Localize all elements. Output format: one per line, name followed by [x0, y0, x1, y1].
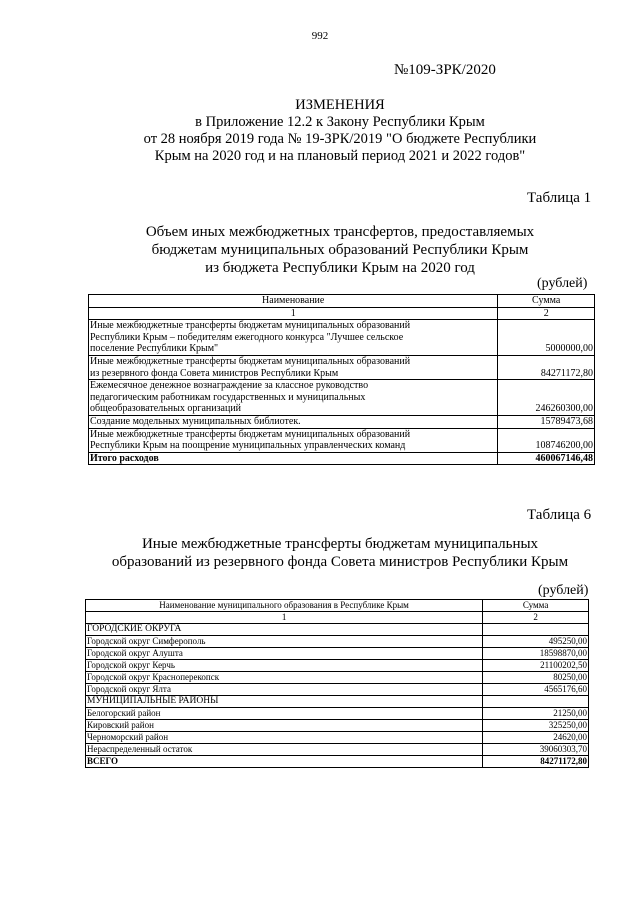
group-row — [86, 624, 589, 636]
table-row — [86, 672, 589, 684]
table6-title-line: Иные межбюджетные трансферты бюджетам муниципальных — [141, 536, 539, 552]
heading-title: ИЗМЕНЕНИЯ — [295, 97, 385, 113]
column-number-cell: 1 — [89, 307, 498, 320]
table6-title-line: образований из резервного фонда Совета министров Республики Крым — [111, 554, 569, 570]
table-row — [86, 708, 589, 720]
sum-cell — [483, 624, 589, 636]
table1-label: Таблица 1 — [527, 190, 592, 206]
name-cell: Городской округ Симферополь — [86, 636, 483, 648]
group-row — [86, 696, 589, 708]
table1-title — [100, 223, 580, 277]
name-cell — [89, 355, 498, 379]
cell-line: общеобразовательных организаций — [90, 403, 242, 415]
total-row — [86, 756, 589, 768]
table6-unit: (рублей) — [538, 583, 589, 598]
table1-title-line: Объем иных межбюджетных трансфертов, предоставляемых — [145, 224, 535, 240]
total-row — [89, 452, 595, 465]
table6-label: Таблица 6 — [527, 507, 592, 523]
group-name-cell: МУНИЦИПАЛЬНЫЕ РАЙОНЫ — [86, 696, 483, 708]
table-row — [89, 415, 595, 428]
cell-line: Иные межбюджетные трансферты бюджетам муниципальных образований — [90, 320, 411, 332]
sum-cell: 21100202,50 — [483, 660, 589, 672]
table-row — [89, 380, 595, 416]
sum-cell: 24620,00 — [483, 732, 589, 744]
sum-cell: 80250,00 — [483, 672, 589, 684]
cell-line: Иные межбюджетные трансферты бюджетам муниципальных образований — [90, 428, 411, 440]
table-row — [86, 720, 589, 732]
table-row — [86, 636, 589, 648]
total-sum: 460067146,48 — [498, 452, 595, 465]
cell-line: Республики Крым на поощрение муниципальных управленческих команд — [90, 440, 406, 452]
sum-cell: 246260300,00 — [498, 380, 595, 416]
sum-cell: 4565176,60 — [483, 684, 589, 696]
heading-line: в Приложение 12.2 к Закону Республики Крым — [195, 114, 485, 130]
sum-cell: 84271172,80 — [498, 355, 595, 379]
header-cell: Наименование муниципального образования в Республике Крым — [86, 600, 483, 612]
name-cell — [89, 415, 498, 428]
name-cell: Белогорский район — [86, 708, 483, 720]
column-number-row — [89, 307, 595, 320]
sum-cell: 15789473,68 — [498, 415, 595, 428]
cell-line: Иные межбюджетные трансферты бюджетам муниципальных образований — [90, 355, 411, 367]
table-row — [89, 320, 595, 356]
table-row — [89, 428, 595, 452]
name-cell: Городской округ Алушта — [86, 648, 483, 660]
column-number-row — [86, 612, 589, 624]
table-header-row — [86, 600, 589, 612]
sum-cell: 18598870,00 — [483, 648, 589, 660]
table-row — [89, 355, 595, 379]
heading-line: Крым на 2020 год и на плановый период 2021 и 2022 годов" — [154, 148, 526, 164]
page-number: 992 — [311, 30, 329, 42]
name-cell: Городской округ Ялта — [86, 684, 483, 696]
table6 — [85, 599, 589, 768]
table1-title-line: из бюджета Республики Крым на 2020 год — [205, 260, 475, 276]
table-row — [86, 744, 589, 756]
cell-line: поселение Республики Крым" — [90, 343, 219, 355]
table-header-row — [89, 295, 595, 308]
sum-cell: 325250,00 — [483, 720, 589, 732]
cell-line: Ежемесячное денежное вознаграждение за классное руководство — [90, 380, 369, 392]
table1 — [88, 294, 595, 465]
sum-cell: 108746200,00 — [498, 428, 595, 452]
column-number-cell: 2 — [483, 612, 589, 624]
name-cell — [89, 428, 498, 452]
total-sum: 84271172,80 — [483, 756, 589, 768]
cell-line: Создание модельных муниципальных библиотек. — [90, 415, 301, 427]
table-row — [86, 684, 589, 696]
column-number-cell: 1 — [86, 612, 483, 624]
name-cell: Черноморский район — [86, 732, 483, 744]
table-row — [86, 648, 589, 660]
sum-cell — [483, 696, 589, 708]
cell-line: Республики Крым – победителям ежегодного конкурса "Лучшее сельское — [90, 331, 404, 343]
header-cell: Наименование — [89, 295, 498, 308]
group-name-cell: ГОРОДСКИЕ ОКРУГА — [86, 624, 483, 636]
sum-cell: 21250,00 — [483, 708, 589, 720]
table1-unit: (рублей) — [537, 276, 588, 291]
name-cell: Кировский район — [86, 720, 483, 732]
column-number-cell: 2 — [498, 307, 595, 320]
total-label: ВСЕГО — [86, 756, 483, 768]
cell-line: из резервного фонда Совета министров Республики Крым — [90, 367, 339, 379]
table-row — [86, 660, 589, 672]
heading-line: от 28 ноября 2019 года № 19-ЗРК/2019 "О бюджете Республики — [143, 131, 537, 147]
document-heading — [100, 97, 580, 165]
sum-cell: 39060303,70 — [483, 744, 589, 756]
table1-title-line: бюджетам муниципальных образований Республики Крым — [151, 242, 529, 258]
name-cell: Нераспределенный остаток — [86, 744, 483, 756]
header-cell: Сумма — [498, 295, 595, 308]
law-number: №109-ЗРК/2020 — [394, 62, 496, 78]
name-cell: Городской округ Красноперекопск — [86, 672, 483, 684]
table-row — [86, 732, 589, 744]
name-cell — [89, 380, 498, 416]
header-cell: Сумма — [483, 600, 589, 612]
sum-cell: 5000000,00 — [498, 320, 595, 356]
table6-title — [100, 535, 580, 571]
name-cell: Городской округ Керчь — [86, 660, 483, 672]
name-cell — [89, 320, 498, 356]
cell-line: педагогическим работникам государственных и муниципальных — [90, 391, 366, 403]
total-label: Итого расходов — [89, 452, 498, 465]
sum-cell: 495250,00 — [483, 636, 589, 648]
